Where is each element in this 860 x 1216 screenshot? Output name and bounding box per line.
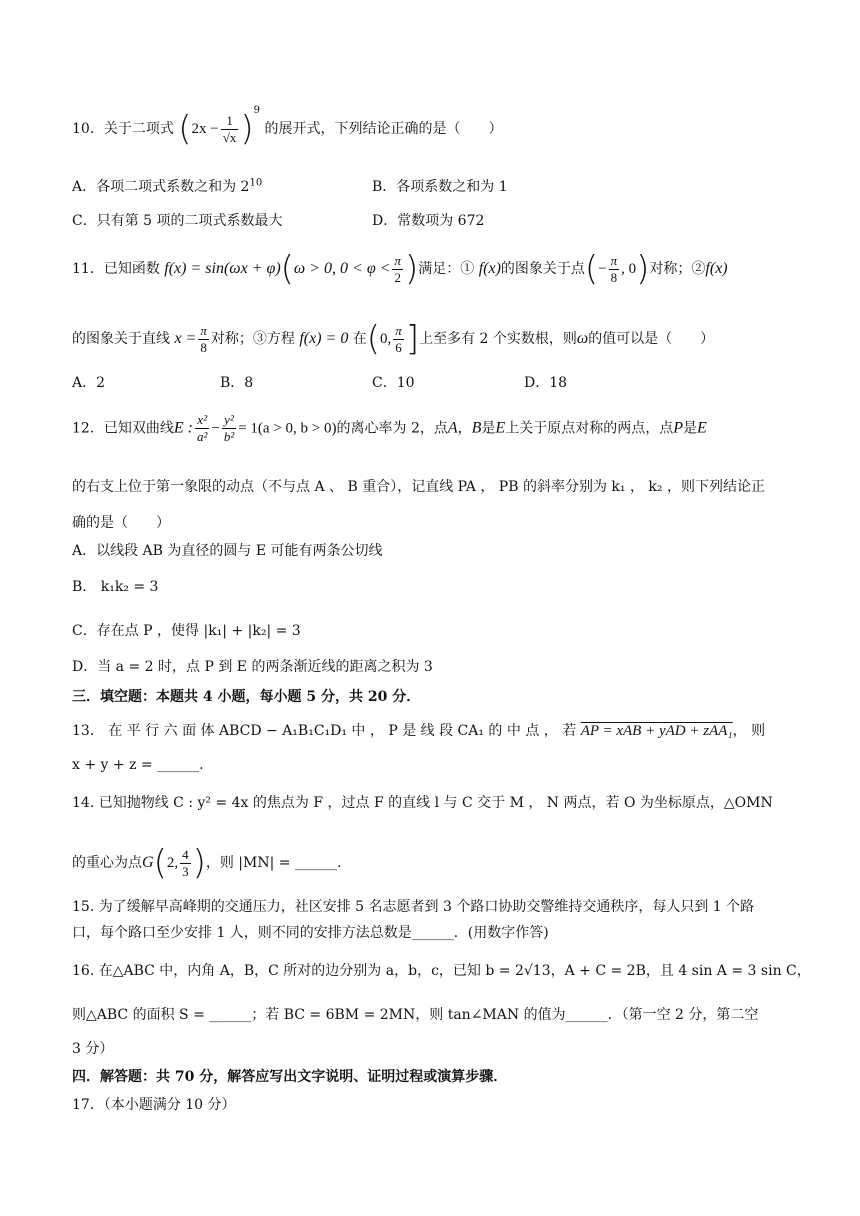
q11-fx: f(x) — [478, 260, 501, 277]
q10-frac-den: √x — [222, 129, 237, 145]
omega: ω — [576, 330, 589, 347]
q12-option-d: D．当 a = 2 时，点 P 到 E 的两条渐近线的距离之积为 3 — [72, 659, 433, 675]
shi: 是 — [481, 420, 496, 437]
den: b² — [223, 429, 235, 444]
q12-l1h: 上关于原点对称的两点，点 — [505, 420, 674, 437]
comma: ， — [457, 420, 472, 437]
paren: ) — [192, 843, 206, 883]
q12-x2a2 — [195, 412, 209, 445]
q11-pi-8 — [609, 253, 620, 286]
q11-line2 — [72, 319, 715, 359]
q14-4-3 — [180, 847, 191, 880]
pt-G: G — [142, 854, 154, 871]
q10-stem-b: 的展开式，下列结论正确的是（ ） — [264, 121, 503, 137]
q11-xeq: x = — [174, 330, 197, 347]
neg: − — [598, 261, 607, 277]
den: 2 — [394, 269, 401, 285]
q12-option-a: A．以线段 AB 为直径的圆与 E 可能有两条公切线 — [72, 543, 383, 559]
pi: π — [610, 252, 618, 268]
q14-l2b: ，则 |MN| = ______. — [205, 855, 342, 871]
q10-option-a-text: A．各项二项式系数之和为 2 — [72, 179, 250, 195]
q11-l2e: 的值可以是（ ） — [588, 331, 715, 347]
q12-option-c: C．存在点 P ，使得 |k₁| + |k₂| = 3 — [72, 623, 301, 639]
q11-pi-2 — [392, 253, 403, 286]
q13-line1 — [72, 720, 765, 742]
q12-l1b: 的离心率为 2，点 — [336, 420, 448, 437]
q10-option-c: C．只有第 5 项的二项式系数最大 — [72, 213, 283, 229]
pi: π — [395, 322, 402, 338]
den: 6 — [395, 339, 402, 355]
q11-pi-6 — [393, 323, 404, 356]
minus: − — [211, 420, 220, 437]
q10-frac-num: 1 — [221, 113, 239, 130]
zero: , 0 — [621, 261, 637, 277]
q11-number: 11． — [72, 261, 104, 277]
q12-line2: 的右支上位于第一象限的动点（不与点 A 、 B 重合），记直线 PA ， PB 的斜率分别为 k₁ ， k₂ ，则下列结论正 — [72, 479, 765, 495]
q15-line1: 15. 为了缓解早高峰期的交通压力，社区安排 5 名志愿者到 3 个路口协助交警维持交通秩序，每人只到 1 个路 — [72, 899, 755, 915]
q10-number: 10． — [72, 121, 104, 137]
q11-func: f(x) = sin(ωx + φ) — [164, 260, 281, 277]
E2: E — [696, 419, 707, 437]
q11-option-d: D．18 — [524, 375, 568, 391]
paren: ( — [280, 249, 294, 289]
q11-l1b: 满足：① — [418, 261, 475, 277]
pt-A: A — [447, 419, 458, 437]
q12-E: E : — [173, 419, 193, 437]
q10-power: 9 — [253, 105, 261, 117]
q10-stem-a: 关于二项式 — [103, 121, 174, 137]
q13-line2: x + y + z = ______. — [72, 757, 204, 773]
q16-line2: 则△ABC 的面积 S = ______；若 BC = 6BM = 2MN，则 tan∠MAN 的值为______．（第一空 2 分，第二空 — [72, 1007, 759, 1023]
q11-l2d: 上至多有 2 个实数根，则 — [419, 331, 577, 347]
paren: ( — [366, 319, 381, 359]
paren: ( — [584, 249, 599, 289]
q16-line3: 3 分） — [72, 1041, 114, 1057]
q10-option-a — [72, 176, 262, 196]
q13-then: ， 则 — [732, 723, 766, 739]
q16-line1: 16. 在△ABC 中，内角 A，B，C 所对的边分别为 a，b，c，已知 b = 2√13，A + C = 2B，且 4 sin A = 3 sin C， — [72, 963, 811, 979]
q13-l1: 13． 在 平 行 六 面 体 ABCD − A₁B₁C₁D₁ 中 ， P 是 线 段 CA₁ 的 中 点 ， 若 — [72, 723, 577, 739]
q12-y2b2 — [222, 412, 236, 445]
q11-option-b: B．8 — [220, 375, 254, 391]
num: y² — [222, 412, 236, 429]
q12-eq: = 1(a > 0, b > 0) — [238, 420, 337, 437]
paren: ) — [636, 249, 650, 289]
q11-pi-8b — [198, 323, 209, 356]
right-paren: ) — [240, 109, 254, 149]
q11-fx0: f(x) = 0 — [299, 330, 349, 347]
pi: π — [394, 252, 401, 268]
q11-line1 — [72, 249, 728, 289]
q11-option-a: A．2 — [72, 375, 106, 391]
q11-l2c: 在 — [352, 331, 367, 347]
q12-line1 — [72, 412, 707, 445]
q12-line3: 确的是（ ） — [72, 515, 170, 531]
q17-heading: 17．（本小题满分 10 分） — [72, 1097, 236, 1113]
q14-line2 — [72, 843, 342, 883]
num: 4 — [182, 846, 189, 862]
pt-B: B — [471, 419, 482, 437]
q11-l1c: 的图象关于点 — [500, 261, 585, 277]
q12-number: 12． — [72, 420, 104, 437]
den: 8 — [200, 339, 207, 355]
num: x² — [195, 412, 209, 429]
den: 8 — [610, 269, 618, 285]
section-3-heading: 三．填空题：本题共 4 小题，每小题 5 分，共 20 分． — [72, 689, 421, 705]
q11-l1d: 对称；② — [649, 261, 706, 277]
q10-option-a-sup: 10 — [249, 177, 263, 189]
q13-vector-eq: AP = xAB + yAD + zAA₁ — [580, 723, 733, 739]
paren: ( — [153, 843, 167, 883]
q11-option-c: C．10 — [372, 375, 415, 391]
q12-option-b: B． k₁k₂ = 3 — [72, 579, 159, 595]
q14-line1: 14. 已知抛物线 C : y² = 4x 的焦点为 F ，过点 F 的直线 l 与 C 交于 M ， N 两点，若 O 为坐标原点，△OMN — [72, 795, 773, 811]
q11-l1a: 已知函数 — [103, 261, 160, 277]
E: E — [495, 419, 506, 437]
q11-fx2: f(x) — [705, 260, 728, 277]
q14-l2a: 的重心为点 — [72, 855, 142, 871]
den: 3 — [182, 863, 189, 879]
section-4-heading: 四．解答题：共 70 分，解答应写出文字说明、证明过程或演算步骤． — [72, 1069, 508, 1085]
q10-option-d: D．常数项为 672 — [372, 213, 485, 229]
q15-line2: 口，每个路口至少安排 1 人，则不同的安排方法总数是______．(用数字作答) — [72, 925, 549, 941]
q11-l2a: 的图象关于直线 — [72, 331, 170, 347]
paren: ) — [404, 249, 419, 289]
q11-cond: ω > 0, 0 < φ < — [293, 260, 391, 277]
pi: π — [200, 322, 207, 338]
paren: ] — [405, 319, 420, 359]
q10-fraction — [221, 113, 239, 146]
q12-l1a: 已知双曲线 — [103, 420, 174, 437]
q10-stem — [72, 105, 503, 149]
left-paren: ( — [178, 109, 192, 149]
zero: 0, — [380, 331, 392, 347]
q10-option-b: B．各项系数之和为 1 — [372, 179, 508, 195]
q11-l2b: 对称；③方程 — [210, 331, 295, 347]
shi2: 是 — [682, 420, 697, 437]
den: a² — [196, 429, 208, 444]
q10-expr: 2x − — [191, 121, 219, 137]
pt-P: P — [673, 419, 683, 437]
two: 2, — [166, 855, 179, 871]
